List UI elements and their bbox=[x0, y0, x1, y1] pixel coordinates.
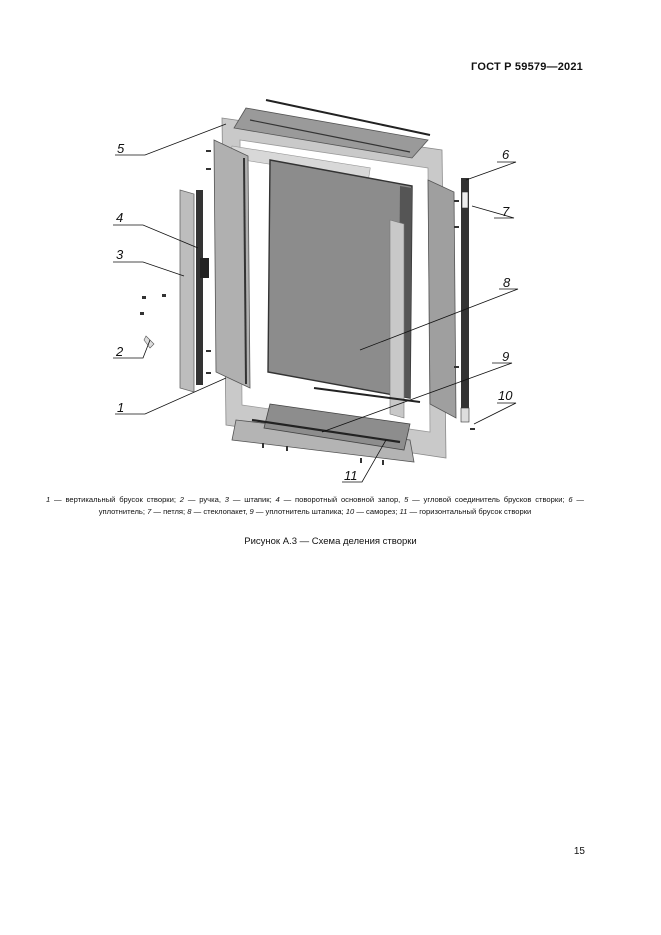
legend-text-5: — угловой соединитель брусков створки; bbox=[408, 495, 569, 504]
legend-num-7: 7 bbox=[147, 506, 152, 516]
label-8: 8 bbox=[503, 275, 511, 290]
figure-legend bbox=[46, 494, 584, 517]
legend-text-9: — уплотнитель штапика; bbox=[253, 506, 346, 516]
legend-text-1: — вертикальный брусок створки; bbox=[50, 495, 180, 504]
legend-num-3: 3 bbox=[224, 495, 230, 504]
label-2: 2 bbox=[116, 344, 124, 359]
legend-text-11: — горизонтальный брусок створки bbox=[407, 506, 532, 516]
legend-num-11: 11 bbox=[399, 506, 408, 516]
label-7: 7 bbox=[502, 204, 510, 219]
legend-num-9: 9 bbox=[249, 506, 254, 516]
legend-text-8: — стеклопакет, bbox=[191, 506, 250, 516]
page-number: 15 bbox=[573, 846, 585, 857]
legend-num-8: 8 bbox=[187, 506, 192, 516]
legend-text-6: — уплотнитель; bbox=[98, 495, 584, 516]
glazing-bead bbox=[180, 190, 194, 392]
label-5: 5 bbox=[117, 141, 125, 156]
legend-num-6: 6 bbox=[568, 495, 573, 504]
legend-num-10: 10 bbox=[345, 506, 355, 516]
label-9: 9 bbox=[502, 349, 510, 364]
label-10: 10 bbox=[498, 388, 513, 403]
label-3: 3 bbox=[116, 247, 124, 262]
lock-strip bbox=[196, 190, 203, 385]
legend-num-2: 2 bbox=[179, 495, 185, 504]
legend-text-7: — петля; bbox=[151, 506, 188, 516]
seal-strip bbox=[461, 178, 469, 418]
label-1: 1 bbox=[117, 400, 125, 415]
label-4: 4 bbox=[116, 210, 124, 225]
legend-num-4: 4 bbox=[275, 495, 280, 504]
label-6: 6 bbox=[502, 147, 510, 162]
right-vertical-bar bbox=[428, 180, 456, 418]
standard-designation: ГОСТ Р 59579—2021 bbox=[471, 61, 583, 73]
figure-title: Рисунок А.3 — Схема деления створки bbox=[244, 536, 417, 547]
hinge bbox=[462, 192, 468, 208]
legend-text-3: — штапик; bbox=[229, 495, 276, 504]
legend-num-5: 5 bbox=[404, 495, 409, 504]
legend-text-10: — саморез; bbox=[354, 506, 400, 516]
legend-text-4: — поворотный основной запор, bbox=[279, 495, 405, 504]
legend-num-1: 1 bbox=[46, 495, 51, 504]
label-11: 11 bbox=[344, 468, 358, 483]
legend-text-2: — ручка, bbox=[184, 495, 225, 504]
